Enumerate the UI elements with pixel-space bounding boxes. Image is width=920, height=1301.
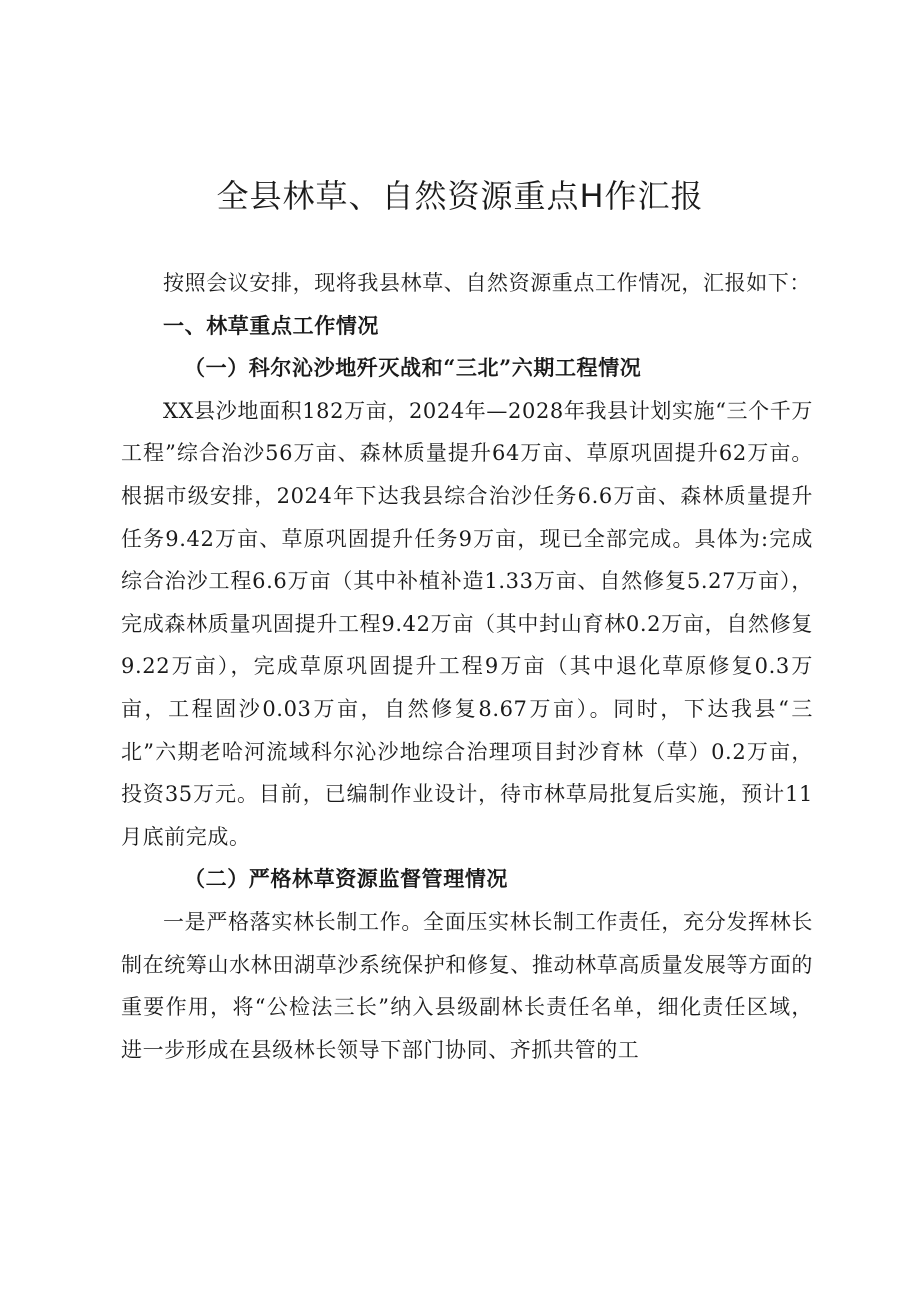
- document-body: [121, 262, 813, 1071]
- document-title: 全县林草、自然资源重点H作汇报: [216, 177, 704, 215]
- body-paragraph: 一是严格落实林长制工作。全面压实林长制工作责任，充分发挥林长制在统筹山水林田湖草沙系统保护和修复、推动林草高质量发展等方面的重要作用，将“公检法三长”纳入县级副林长责任名单，细化责任区域，进一步形成在县级林长领导下部门协同、齐抓共管的工: [121, 909, 813, 1062]
- body-paragraph: XX县沙地面积182万亩，2024年—2028年我县计划实施“三个千万工程”综合治沙56万亩、森林质量提升64万亩、草原巩固提升62万亩。根据市级安排，2024年下达我县综合治沙任务6.6万亩、森林质量提升任务9.42万亩、草原巩固提升任务9万亩，现已全部完成。具体为:完成综合治沙工程6.6万亩（其中补植补造1.33万亩、自然修复5.27万亩），完成森林质量巩固提升工程9.42万亩（其中封山育林0.2万亩，自然修复9.22万亩），完成草原巩固提升工程9万亩（其中退化草原修复0.3万亩，工程固沙0.03万亩，自然修复8.67万亩）。同时，下达我县“三北”六期老哈河流域科尔沁沙地综合治理项目封沙育林（草）0.2万亩，投资35万元。目前，已编制作业设计，待市林草局批复后实施，预计11月底前完成。: [121, 398, 813, 849]
- subsection-heading: （二）严格林草资源监督管理情况: [184, 866, 508, 892]
- intro-paragraph: 按照会议安排，现将我县林草、自然资源重点工作情况，汇报如下：: [163, 271, 811, 295]
- section-heading: 一、林草重点工作情况: [163, 313, 379, 338]
- subsection-heading: （一）科尔沁沙地歼灭战和“三北”六期工程情况: [184, 355, 642, 381]
